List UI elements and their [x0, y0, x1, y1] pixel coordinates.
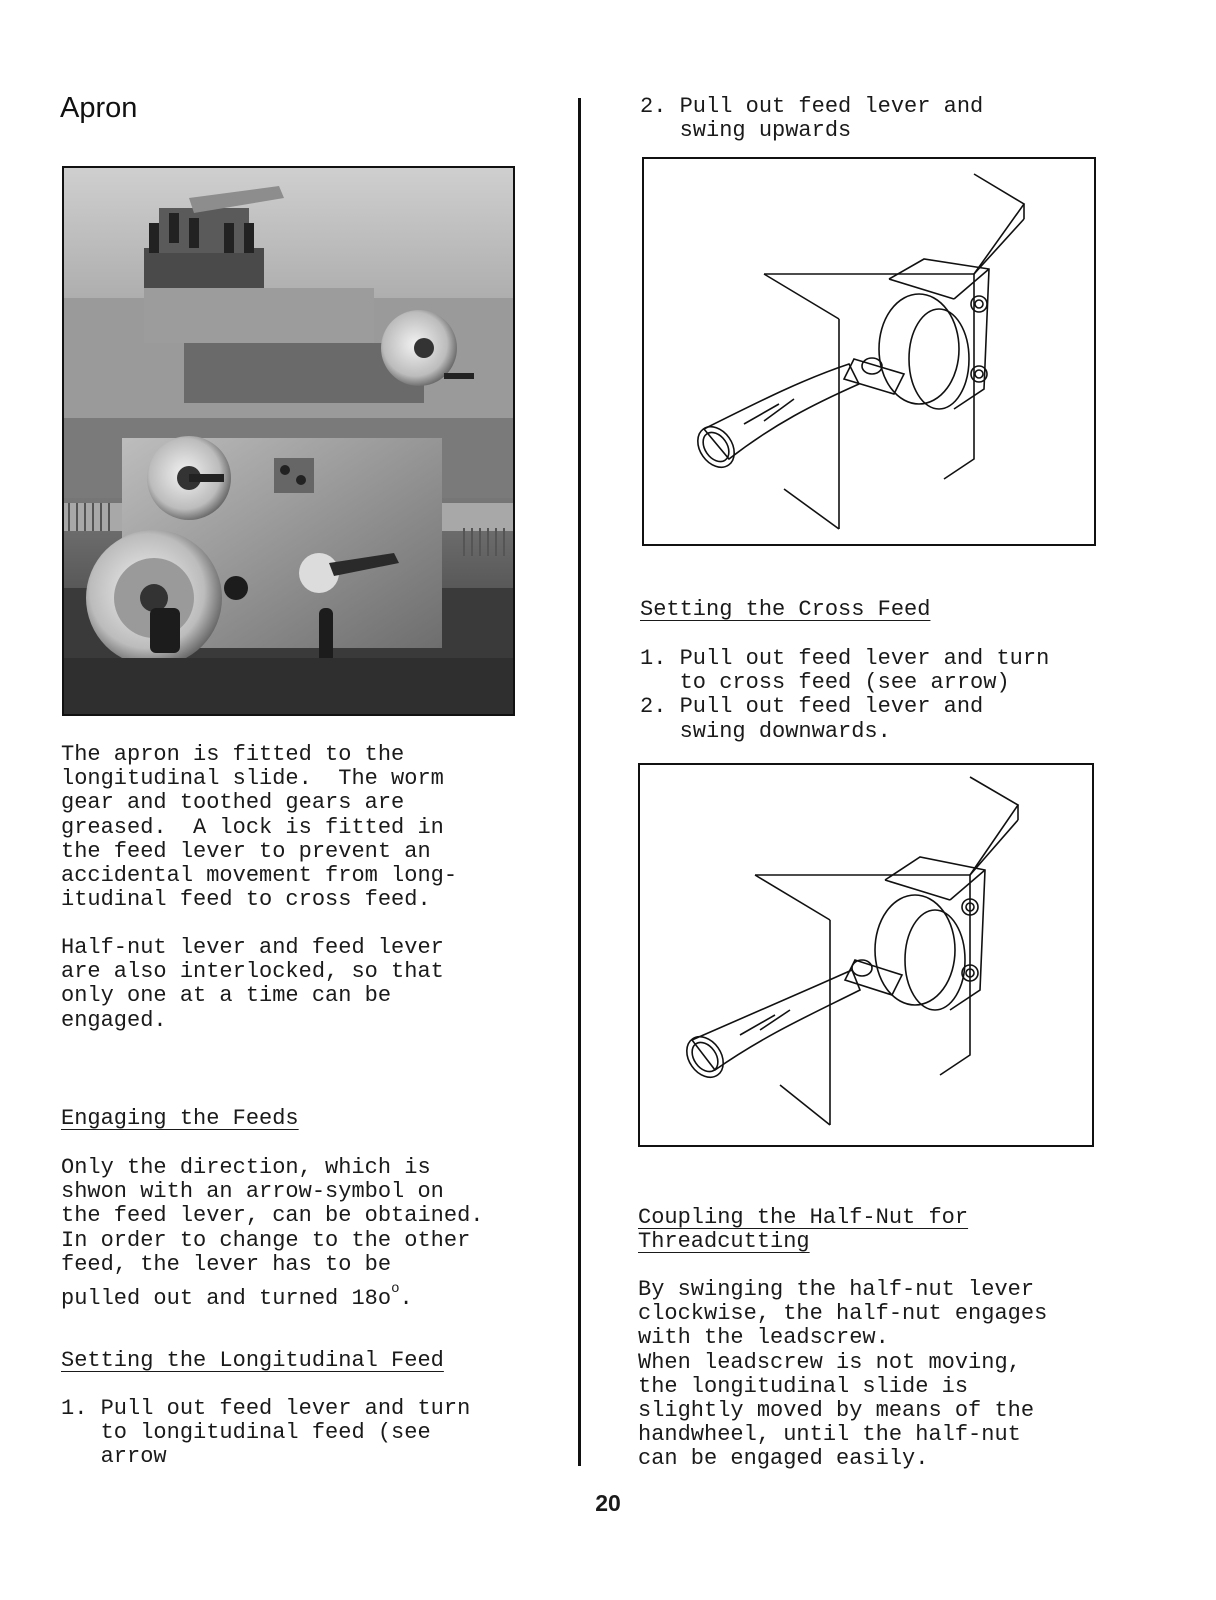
- coupling-heading-line2: Threadcutting: [638, 1229, 810, 1254]
- longitudinal-feed-heading: Setting the Longitudinal Feed: [61, 1348, 444, 1373]
- column-divider: [578, 98, 581, 1466]
- lever-upwards-figure: [642, 157, 1096, 546]
- lathe-apron-image: [64, 168, 513, 714]
- swing-upwards-step: 2. Pull out feed lever and swing upwards: [640, 94, 984, 144]
- engaging-feeds-heading: Engaging the Feeds: [61, 1106, 299, 1131]
- engaging-feeds-paragraph: [61, 1156, 483, 1311]
- interlock-paragraph: Half-nut lever and feed lever are also interlocked, so that only one at a time can be engaged.: [61, 935, 444, 1033]
- apron-photo: [62, 166, 515, 716]
- page-title: Apron: [60, 92, 138, 124]
- engaging-feeds-end: .: [399, 1286, 413, 1312]
- longitudinal-feed-step: 1. Pull out feed lever and turn to longitudinal feed (see arrow: [61, 1396, 471, 1470]
- coupling-heading-line1: Coupling the Half-Nut for: [638, 1205, 969, 1230]
- lever-downwards-drawing: [640, 765, 1092, 1145]
- page-number: 20: [595, 1490, 621, 1516]
- intro-paragraph: The apron is fitted to the longitudinal slide. The worm gear and toothed gears are greased. A lock is fitted in the feed lever to prevent an accidental movement from long- itudinal feed to cross feed.: [61, 742, 458, 913]
- coupling-paragraph: By swinging the half-nut lever clockwise, the half-nut engages with the leadscrew. When leadscrew is not moving, the longitudinal slide is slightly moved by means of the handwheel, until the half-nut can be engaged easily.: [638, 1277, 1048, 1472]
- lever-downwards-figure: [638, 763, 1094, 1147]
- cross-feed-steps: 1. Pull out feed lever and turn to cross feed (see arrow) 2. Pull out feed lever and swing downwards.: [640, 646, 1050, 744]
- engaging-feeds-text: Only the direction, which is shwon with an arrow-symbol on the feed lever, can be obtained. In order to change to the other feed, the lever has to be pulled out and turned 18o: [61, 1155, 484, 1312]
- degree-mark: o: [391, 1281, 400, 1298]
- cross-feed-heading: Setting the Cross Feed: [640, 597, 931, 622]
- lever-upwards-drawing: [644, 159, 1094, 544]
